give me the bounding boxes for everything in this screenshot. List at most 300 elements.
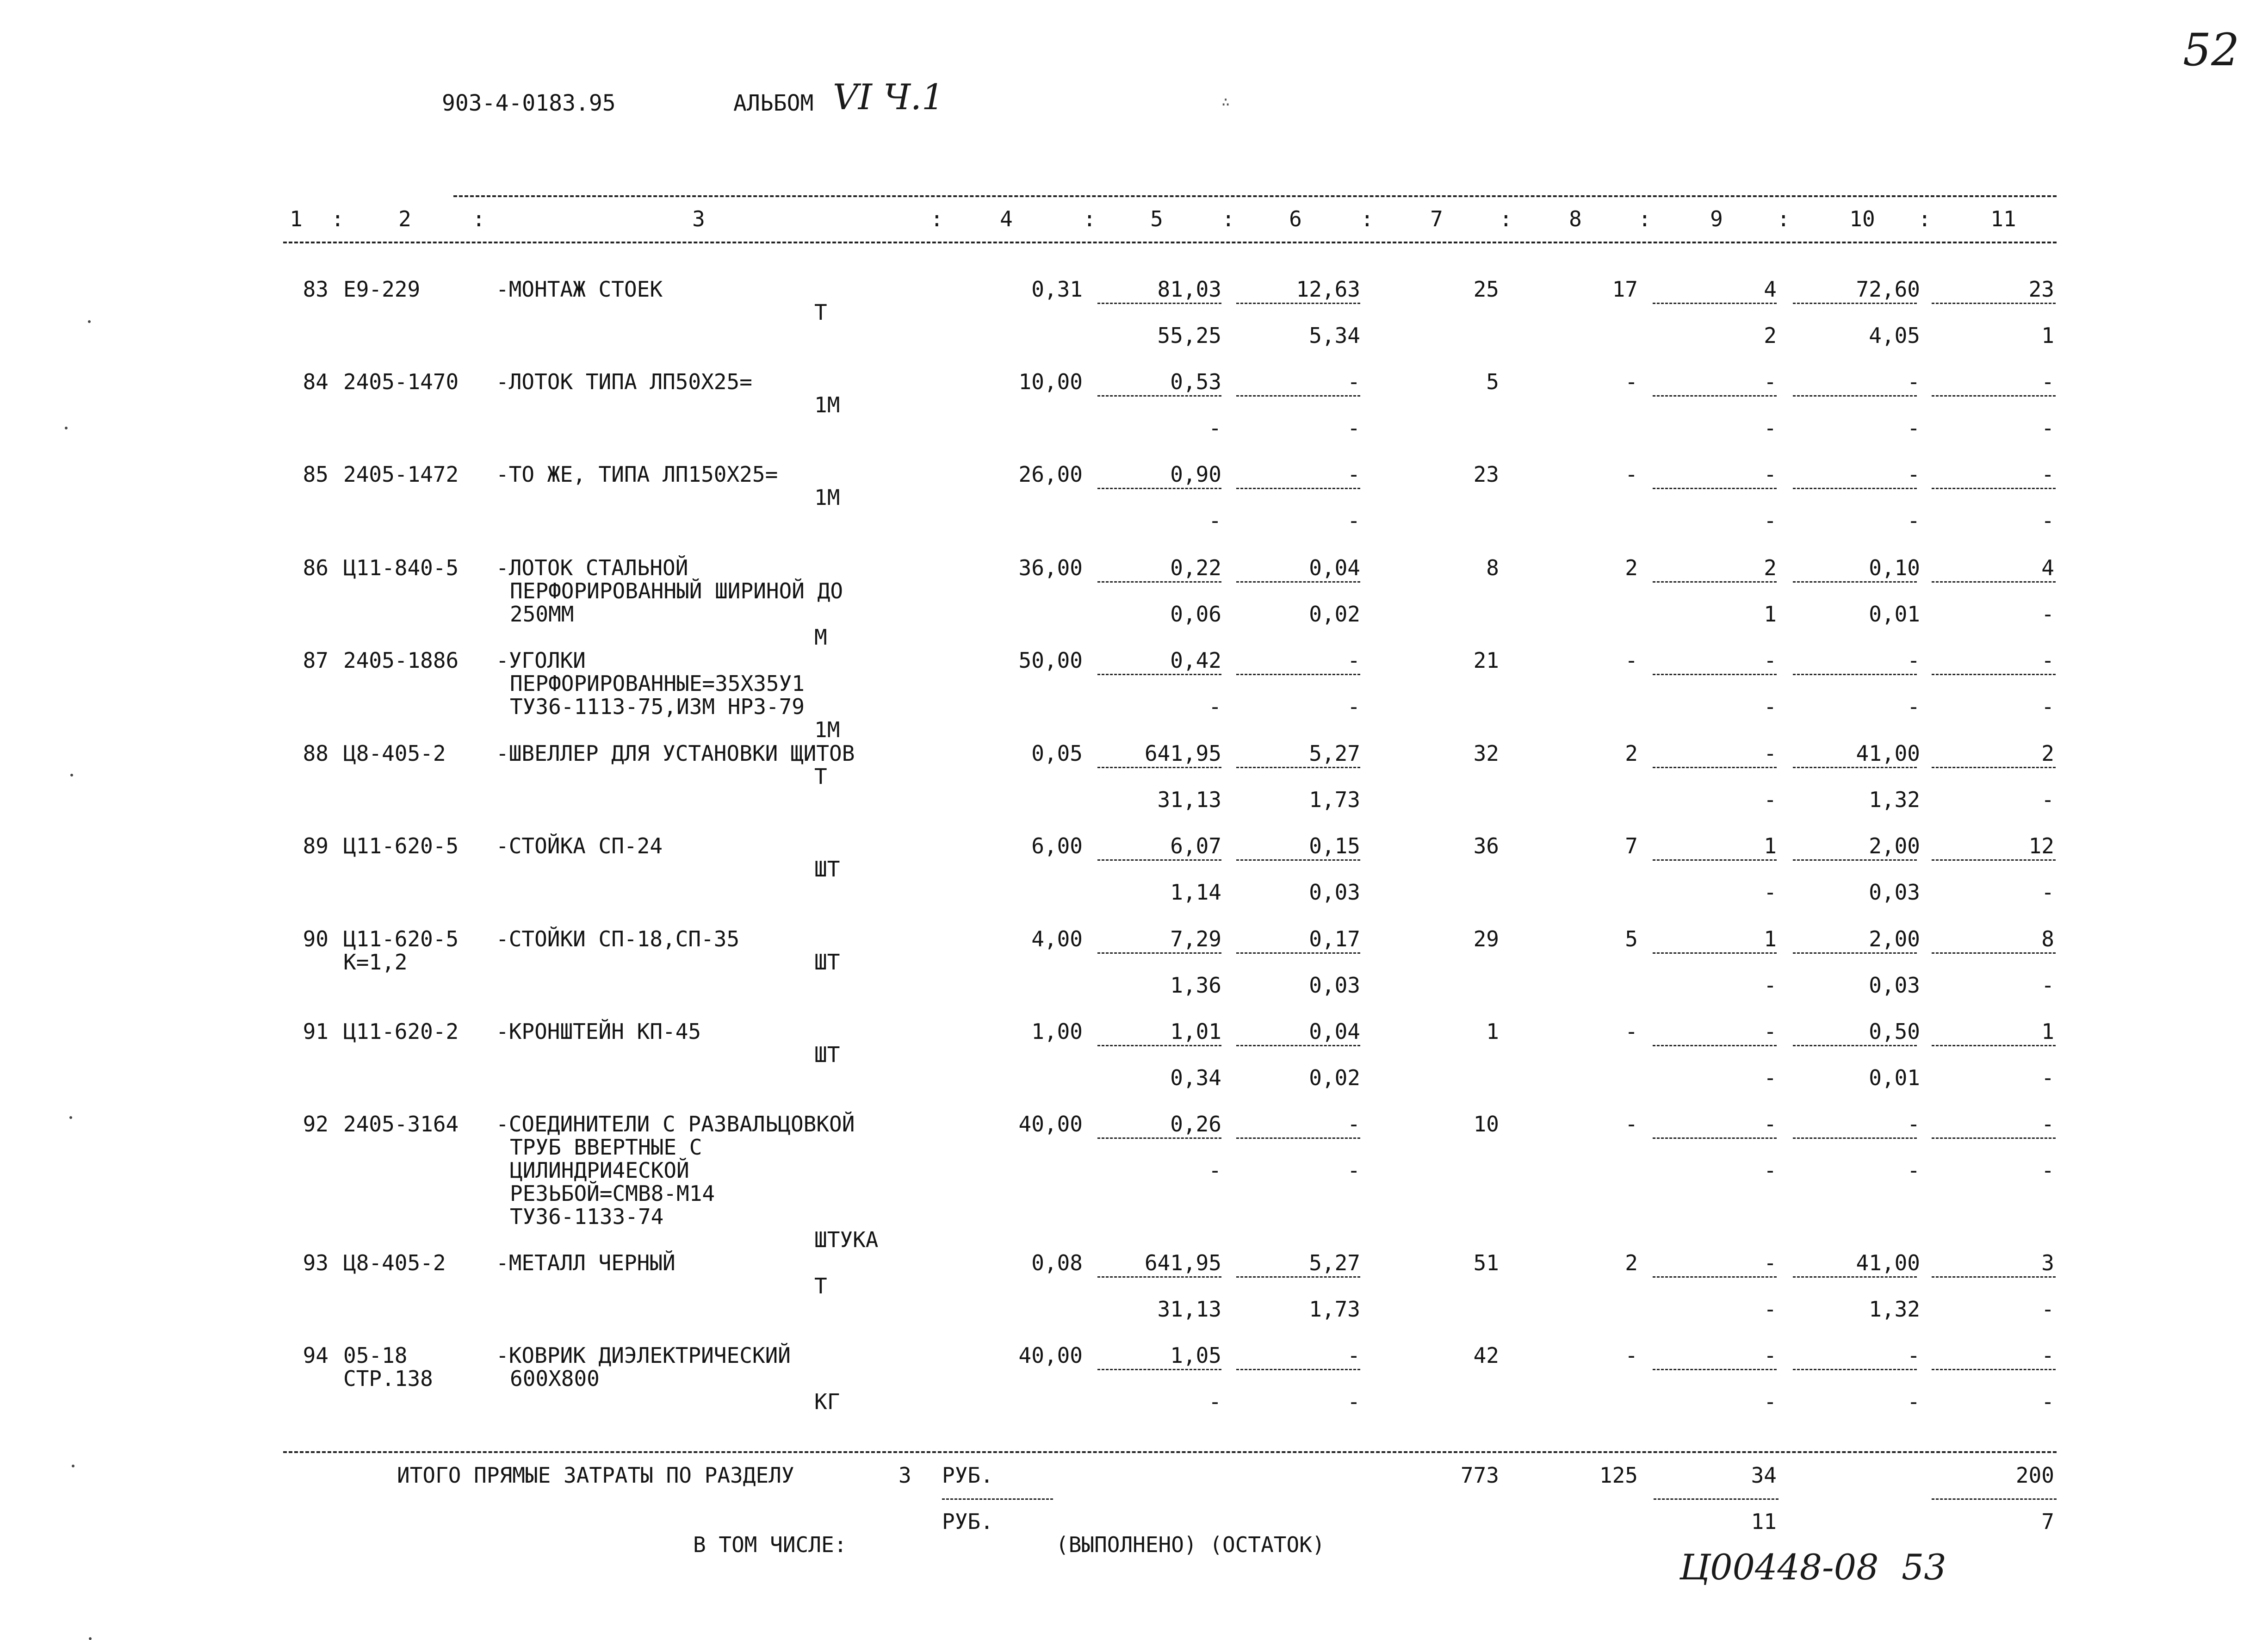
fraction-rule <box>1236 859 1360 861</box>
row-col9: 1 <box>1764 926 1777 951</box>
column-header-4: 4 <box>1000 206 1013 231</box>
row-col10: 0,10 <box>1869 555 1920 580</box>
fraction-rule <box>1793 1276 1917 1278</box>
row-col8: 2 <box>1625 741 1638 766</box>
row-col6-sub: 0,02 <box>1309 602 1360 627</box>
column-header-9: 9 <box>1710 206 1723 231</box>
row-number: 87 <box>303 648 328 673</box>
row-col7: 32 <box>1473 741 1499 766</box>
fraction-rule <box>1653 859 1777 861</box>
fraction-rule <box>1097 581 1221 583</box>
row-unit: ШТ <box>814 1042 840 1067</box>
row-col11: 8 <box>2041 926 2054 951</box>
fraction-rule <box>1793 488 1917 489</box>
row-col6: 0,04 <box>1309 555 1360 580</box>
row-quantity: 10,00 <box>1018 369 1083 394</box>
row-col5-sub: 31,13 <box>1157 1297 1221 1322</box>
row-col10: 41,00 <box>1856 741 1920 766</box>
row-col6-sub: 1,73 <box>1309 787 1360 812</box>
totals-col11-rule <box>1932 1498 2057 1500</box>
row-name: ПЕРФОРИРОВАННЫЕ=35Х35У1 <box>510 671 805 696</box>
row-quantity: 1,00 <box>1031 1019 1083 1044</box>
row-number: 84 <box>303 369 328 394</box>
row-name: -СОЕДИНИТЕЛИ С РАЗВАЛЬЦОВКОЙ <box>496 1112 855 1137</box>
column-separator: : <box>472 206 485 231</box>
row-name: -ЛОТОК ТИПА ЛП50Х25= <box>496 369 752 394</box>
album-label: АЛЬБОМ <box>733 90 814 116</box>
scan-speck <box>70 774 73 777</box>
fraction-rule <box>1097 674 1221 675</box>
row-col11-sub: - <box>2041 602 2054 627</box>
row-col9-sub: 1 <box>1764 602 1777 627</box>
row-col6-sub: 0,03 <box>1309 973 1360 998</box>
row-col6: 0,04 <box>1309 1019 1360 1044</box>
row-col7: 10 <box>1473 1112 1499 1137</box>
fraction-rule <box>1236 1369 1360 1370</box>
fraction-rule <box>1793 674 1917 675</box>
page-number: 52 <box>2183 24 2240 76</box>
row-col10: 0,50 <box>1869 1019 1920 1044</box>
row-col9-sub: - <box>1764 1065 1777 1090</box>
row-col6: - <box>1347 1112 1360 1137</box>
fraction-rule <box>1932 488 2056 489</box>
column-separator: : <box>1638 206 1651 231</box>
row-col9: - <box>1764 1250 1777 1275</box>
row-quantity: 6,00 <box>1031 833 1083 858</box>
row-col7: 36 <box>1473 833 1499 858</box>
fraction-rule <box>1653 303 1777 304</box>
totals-rub-rule <box>942 1498 1053 1500</box>
fraction-rule <box>1236 581 1360 583</box>
row-unit: 1М <box>814 485 840 510</box>
totals-including: В ТОМ ЧИСЛЕ: <box>693 1532 847 1557</box>
row-quantity: 0,31 <box>1031 277 1083 302</box>
row-col9-sub: - <box>1764 1158 1777 1183</box>
totals-done-remaining: (ВЫПОЛНЕНО) (ОСТАТОК) <box>1056 1532 1325 1557</box>
row-number: 86 <box>303 555 328 580</box>
row-col5: 641,95 <box>1144 1250 1221 1275</box>
row-name: -СТОЙКА СП-24 <box>496 833 663 858</box>
row-name: ПЕРФОРИРОВАННЫЙ ШИРИНОЙ ДО <box>510 578 843 603</box>
sheet-number-handwritten: 53 <box>1902 1547 1946 1588</box>
row-col10: - <box>1907 369 1920 394</box>
row-number: 89 <box>303 833 328 858</box>
row-col10-sub: 0,03 <box>1869 880 1920 905</box>
row-name: ТУ36-1133-74 <box>510 1204 664 1229</box>
totals-top-rule <box>283 1451 2057 1453</box>
row-unit: ШТ <box>814 950 840 975</box>
row-name: -ШВЕЛЛЕР ДЛЯ УСТАНОВКИ ЩИТОВ <box>496 741 855 766</box>
row-col5: 1,01 <box>1170 1019 1221 1044</box>
fraction-rule <box>1653 395 1777 397</box>
row-col8: - <box>1625 1343 1638 1368</box>
row-col5-sub: - <box>1208 1158 1221 1183</box>
fraction-rule <box>1653 1045 1777 1046</box>
fraction-rule <box>1236 1276 1360 1278</box>
fraction-rule <box>1236 1045 1360 1046</box>
row-name: 600Х800 <box>510 1366 600 1391</box>
row-col5-sub: - <box>1208 416 1221 441</box>
album-handwritten: VI Ч.1 <box>833 76 944 118</box>
row-unit: Т <box>814 764 827 789</box>
row-code: Ц11-620-5 <box>343 926 459 951</box>
row-col6: - <box>1347 462 1360 487</box>
row-col9: - <box>1764 1112 1777 1137</box>
row-col11: 2 <box>2041 741 2054 766</box>
column-separator: : <box>1918 206 1931 231</box>
fraction-rule <box>1097 488 1221 489</box>
row-col5: 81,03 <box>1157 277 1221 302</box>
row-col11-sub: - <box>2041 1065 2054 1090</box>
row-col5-sub: 1,14 <box>1170 880 1221 905</box>
row-unit: М <box>814 625 827 650</box>
row-col6: 0,17 <box>1309 926 1360 951</box>
row-col5: 0,42 <box>1170 648 1221 673</box>
row-col11: - <box>2041 369 2054 394</box>
fraction-rule <box>1653 952 1777 954</box>
fraction-rule <box>1236 952 1360 954</box>
fraction-rule <box>1932 1137 2056 1139</box>
row-col10: - <box>1907 462 1920 487</box>
fraction-rule <box>1793 1369 1917 1370</box>
row-col6: - <box>1347 1343 1360 1368</box>
column-separator: : <box>930 206 943 231</box>
row-col8: - <box>1625 648 1638 673</box>
row-col9: 2 <box>1764 555 1777 580</box>
row-col8: 2 <box>1625 555 1638 580</box>
totals-col11-2: 7 <box>2041 1509 2054 1534</box>
row-col11-sub: - <box>2041 973 2054 998</box>
row-col9-sub: - <box>1764 1389 1777 1414</box>
row-col6-sub: 0,03 <box>1309 880 1360 905</box>
totals-col9-2: 11 <box>1751 1509 1777 1534</box>
row-quantity: 0,05 <box>1031 741 1083 766</box>
row-col8: - <box>1625 1019 1638 1044</box>
row-col5-sub: 31,13 <box>1157 787 1221 812</box>
scan-speck <box>65 427 68 429</box>
row-col9-sub: - <box>1764 508 1777 533</box>
row-col7: 25 <box>1473 277 1499 302</box>
row-name: РЕЗЬБОЙ=СМВ8-М14 <box>510 1181 715 1206</box>
row-col8: 5 <box>1625 926 1638 951</box>
row-unit: 1М <box>814 717 840 742</box>
fraction-rule <box>1932 674 2056 675</box>
row-unit: ШТ <box>814 857 840 882</box>
row-col11: - <box>2041 1112 2054 1137</box>
fraction-rule <box>1097 1045 1221 1046</box>
row-col9: - <box>1764 462 1777 487</box>
row-col6-sub: - <box>1347 416 1360 441</box>
row-col11-sub: - <box>2041 1297 2054 1322</box>
row-col10-sub: 4,05 <box>1869 323 1920 348</box>
row-name: 250ММ <box>510 602 574 627</box>
row-col7: 1 <box>1486 1019 1499 1044</box>
row-col10-sub: - <box>1907 1389 1920 1414</box>
fraction-rule <box>1793 767 1917 768</box>
fraction-rule <box>1932 1276 2056 1278</box>
row-unit: КГ <box>814 1389 840 1414</box>
fraction-rule <box>1097 767 1221 768</box>
row-unit: ШТУКА <box>814 1227 879 1252</box>
row-col6: - <box>1347 648 1360 673</box>
column-separator: : <box>331 206 344 231</box>
row-col11-sub: 1 <box>2041 323 2054 348</box>
scan-mark: ∴ <box>1221 94 1230 110</box>
row-quantity: 50,00 <box>1018 648 1083 673</box>
row-col6: 5,27 <box>1309 1250 1360 1275</box>
row-col10: - <box>1907 648 1920 673</box>
row-col5-sub: 0,34 <box>1170 1065 1221 1090</box>
fraction-rule <box>1793 1137 1917 1139</box>
row-col6-sub: 0,02 <box>1309 1065 1360 1090</box>
fraction-rule <box>1097 952 1221 954</box>
fraction-rule <box>1236 303 1360 304</box>
row-col11-sub: - <box>2041 1389 2054 1414</box>
row-col5: 0,53 <box>1170 369 1221 394</box>
totals-col9: 34 <box>1751 1463 1777 1488</box>
row-col9-sub: - <box>1764 787 1777 812</box>
row-col10: - <box>1907 1343 1920 1368</box>
fraction-rule <box>1932 395 2056 397</box>
row-code: 2405-3164 <box>343 1112 459 1137</box>
fraction-rule <box>1793 395 1917 397</box>
row-col11-sub: - <box>2041 508 2054 533</box>
row-quantity: 26,00 <box>1018 462 1083 487</box>
row-col5: 6,07 <box>1170 833 1221 858</box>
row-col5-sub: 1,36 <box>1170 973 1221 998</box>
row-col10-sub: 0,01 <box>1869 602 1920 627</box>
row-col5-sub: - <box>1208 1389 1221 1414</box>
fraction-rule <box>1653 581 1777 583</box>
fraction-rule <box>1932 1369 2056 1370</box>
row-col8: - <box>1625 1112 1638 1137</box>
fraction-rule <box>1793 303 1917 304</box>
row-col7: 29 <box>1473 926 1499 951</box>
row-col9-sub: 2 <box>1764 323 1777 348</box>
row-code: Ц8-405-2 <box>343 1250 446 1275</box>
row-number: 93 <box>303 1250 328 1275</box>
totals-col11: 200 <box>2015 1463 2054 1488</box>
row-col10: 2,00 <box>1869 833 1920 858</box>
row-code: Ц11-620-2 <box>343 1019 459 1044</box>
row-col11-sub: - <box>2041 880 2054 905</box>
column-header-5: 5 <box>1150 206 1163 231</box>
fraction-rule <box>1097 859 1221 861</box>
row-number: 94 <box>303 1343 328 1368</box>
row-unit: Т <box>814 300 827 325</box>
row-col9: - <box>1764 648 1777 673</box>
row-col9: 1 <box>1764 833 1777 858</box>
totals-col8: 125 <box>1599 1463 1638 1488</box>
fraction-rule <box>1097 395 1221 397</box>
row-col10-sub: 0,01 <box>1869 1065 1920 1090</box>
fraction-rule <box>1236 395 1360 397</box>
row-col10-sub: - <box>1907 416 1920 441</box>
row-col5-sub: - <box>1208 508 1221 533</box>
row-name: ТРУБ ВВЕРТНЫЕ С <box>510 1135 702 1160</box>
row-name: -ТО ЖЕ, ТИПА ЛП150Х25= <box>496 462 778 487</box>
fraction-rule <box>1097 1276 1221 1278</box>
row-col5: 0,22 <box>1170 555 1221 580</box>
column-header-10: 10 <box>1849 206 1875 231</box>
totals-rub-2: РУБ. <box>942 1509 993 1534</box>
row-name: ЦИЛИНДРИ4ЕСКОЙ <box>510 1158 689 1183</box>
row-number: 92 <box>303 1112 328 1137</box>
fraction-rule <box>1932 303 2056 304</box>
row-col5-sub: 0,06 <box>1170 602 1221 627</box>
fraction-rule <box>1932 1045 2056 1046</box>
row-name: -КРОНШТЕЙН КП-45 <box>496 1019 701 1044</box>
row-col11: 12 <box>2028 833 2054 858</box>
row-col8: - <box>1625 369 1638 394</box>
fraction-rule <box>1236 1137 1360 1139</box>
row-code: Ц8-405-2 <box>343 741 446 766</box>
row-col8: 7 <box>1625 833 1638 858</box>
row-col10-sub: - <box>1907 1158 1920 1183</box>
totals-rub: РУБ. <box>942 1463 993 1488</box>
column-header-11: 11 <box>1990 206 2016 231</box>
row-code: 2405-1472 <box>343 462 459 487</box>
row-col11-sub: - <box>2041 694 2054 719</box>
fraction-rule <box>1793 859 1917 861</box>
row-code: Е9-229 <box>343 277 421 302</box>
row-col9: 4 <box>1764 277 1777 302</box>
fraction-rule <box>1236 488 1360 489</box>
row-col8: - <box>1625 462 1638 487</box>
row-number: 85 <box>303 462 328 487</box>
row-name: -ЛОТОК СТАЛЬНОЙ <box>496 555 688 580</box>
fraction-rule <box>1793 952 1917 954</box>
row-col5: 0,90 <box>1170 462 1221 487</box>
row-code: СТР.138 <box>343 1366 433 1391</box>
fraction-rule <box>1932 767 2056 768</box>
scan-speck <box>88 320 91 323</box>
totals-col7: 773 <box>1460 1463 1499 1488</box>
row-quantity: 36,00 <box>1018 555 1083 580</box>
row-quantity: 40,00 <box>1018 1343 1083 1368</box>
row-col6: 0,15 <box>1309 833 1360 858</box>
row-col7: 51 <box>1473 1250 1499 1275</box>
row-col5-sub: 55,25 <box>1157 323 1221 348</box>
row-col5: 0,26 <box>1170 1112 1221 1137</box>
row-code: 2405-1886 <box>343 648 459 673</box>
row-col6-sub: 5,34 <box>1309 323 1360 348</box>
fraction-rule <box>1932 859 2056 861</box>
fraction-rule <box>1932 581 2056 583</box>
row-col11: - <box>2041 462 2054 487</box>
row-col9: - <box>1764 369 1777 394</box>
row-col6-sub: - <box>1347 1158 1360 1183</box>
row-col10: - <box>1907 1112 1920 1137</box>
row-quantity: 0,08 <box>1031 1250 1083 1275</box>
row-col11-sub: - <box>2041 787 2054 812</box>
row-col6: 12,63 <box>1296 277 1360 302</box>
fraction-rule <box>1653 488 1777 489</box>
row-col6-sub: - <box>1347 1389 1360 1414</box>
row-col10-sub: - <box>1907 694 1920 719</box>
row-col10-sub: 1,32 <box>1869 1297 1920 1322</box>
row-col6: 5,27 <box>1309 741 1360 766</box>
fraction-rule <box>1932 952 2056 954</box>
row-name: -МОНТАЖ СТОЕК <box>496 277 663 302</box>
row-col10: 72,60 <box>1856 277 1920 302</box>
row-col9-sub: - <box>1764 1297 1777 1322</box>
row-number: 91 <box>303 1019 328 1044</box>
row-code: К=1,2 <box>343 950 408 975</box>
column-separator: : <box>1361 206 1374 231</box>
column-separator: : <box>1083 206 1096 231</box>
totals-label: ИТОГО ПРЯМЫЕ ЗАТРАТЫ ПО РАЗДЕЛУ <box>397 1463 794 1488</box>
row-col5-sub: - <box>1208 694 1221 719</box>
row-col9: - <box>1764 741 1777 766</box>
fraction-rule <box>1236 674 1360 675</box>
row-col9-sub: - <box>1764 694 1777 719</box>
row-col5: 7,29 <box>1170 926 1221 951</box>
row-col11: 4 <box>2041 555 2054 580</box>
column-header-1: 1 <box>290 206 303 231</box>
row-number: 88 <box>303 741 328 766</box>
row-col8: 17 <box>1612 277 1638 302</box>
row-number: 90 <box>303 926 328 951</box>
totals-col9-rule <box>1654 1498 1778 1500</box>
row-col10-sub: 1,32 <box>1869 787 1920 812</box>
row-col11: 1 <box>2041 1019 2054 1044</box>
row-col10: 2,00 <box>1869 926 1920 951</box>
row-col10-sub: - <box>1907 508 1920 533</box>
row-col11: - <box>2041 1343 2054 1368</box>
fraction-rule <box>1236 767 1360 768</box>
row-name: -МЕТАЛЛ ЧЕРНЫЙ <box>496 1250 675 1275</box>
column-header-3: 3 <box>692 206 705 231</box>
row-code: 2405-1470 <box>343 369 459 394</box>
row-col7: 8 <box>1486 555 1499 580</box>
row-col9-sub: - <box>1764 880 1777 905</box>
fraction-rule <box>1653 1137 1777 1139</box>
totals-section: 3 <box>899 1463 911 1488</box>
row-code: Ц11-620-5 <box>343 833 459 858</box>
fraction-rule <box>1653 1369 1777 1370</box>
row-col9: - <box>1764 1343 1777 1368</box>
row-name: ТУ36-1113-75,ИЗМ НР3-79 <box>510 694 805 719</box>
scan-speck <box>69 1116 72 1119</box>
row-quantity: 40,00 <box>1018 1112 1083 1137</box>
row-quantity: 4,00 <box>1031 926 1083 951</box>
row-number: 83 <box>303 277 328 302</box>
column-header-8: 8 <box>1569 206 1582 231</box>
row-col7: 21 <box>1473 648 1499 673</box>
fraction-rule <box>1097 303 1221 304</box>
column-separator: : <box>1500 206 1512 231</box>
row-col9: - <box>1764 1019 1777 1044</box>
row-col5: 641,95 <box>1144 741 1221 766</box>
fraction-rule <box>1653 674 1777 675</box>
row-col11-sub: - <box>2041 416 2054 441</box>
row-col11: 23 <box>2028 277 2054 302</box>
column-separator: : <box>1777 206 1790 231</box>
row-name: -СТОЙКИ СП-18,СП-35 <box>496 926 740 951</box>
fraction-rule <box>1793 581 1917 583</box>
row-col8: 2 <box>1625 1250 1638 1275</box>
fraction-rule <box>1653 1276 1777 1278</box>
row-col9-sub: - <box>1764 416 1777 441</box>
row-unit: 1М <box>814 392 840 417</box>
fraction-rule <box>1653 767 1777 768</box>
column-header-7: 7 <box>1430 206 1443 231</box>
scan-speck <box>72 1465 74 1467</box>
column-separator: : <box>1222 206 1235 231</box>
row-name: -КОВРИК ДИЭЛЕКТРИЧЕСКИЙ <box>496 1343 791 1368</box>
fraction-rule <box>1097 1369 1221 1370</box>
